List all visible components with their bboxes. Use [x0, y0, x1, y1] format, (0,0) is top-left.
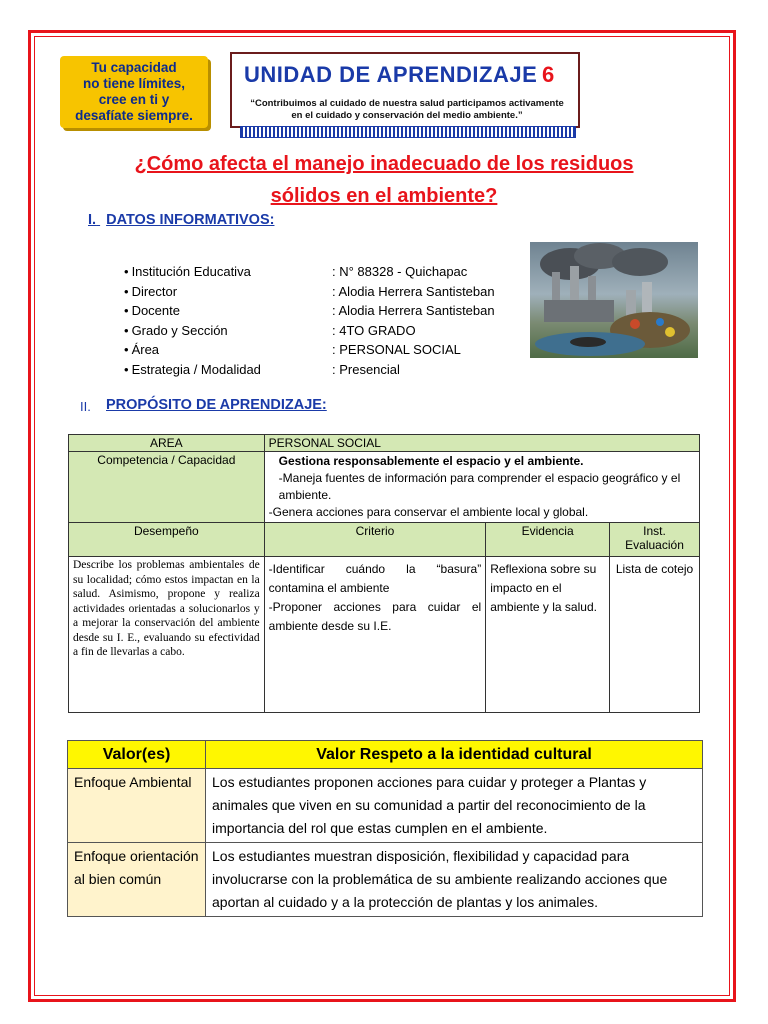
col-inst: Inst. Evaluación [610, 523, 700, 557]
enfoque-text: Los estudiantes muestran disposición, flexibilidad y capacidad para involucrarse con la problemática de su ambiente realizando acciones que aportan al cuidado y a la protección de plantas y los animales. [206, 843, 703, 917]
section-number: I. [88, 212, 97, 228]
banner-stripe [240, 126, 576, 138]
info-value: : Alodia Herrera Santisteban [332, 283, 495, 299]
col-criterio: Criterio [264, 523, 486, 557]
section-number: II. [80, 399, 91, 414]
competencia-line: -Genera acciones para conservar el ambiente local y global. [268, 505, 589, 519]
purpose-table [68, 434, 700, 713]
pollution-illustration [530, 242, 698, 358]
area-value: PERSONAL SOCIAL [264, 435, 699, 452]
motto-line: no tiene límites, [82, 76, 186, 91]
competencia-label: Competencia / Capacidad [69, 452, 265, 523]
motto-line: desafíate siempre. [75, 108, 193, 123]
pollution-scene-icon [530, 242, 698, 358]
competencia-line: -Maneja fuentes de información para comprender el espacio geográfico y el ambiente. [278, 471, 681, 502]
main-title-line: sólidos en el ambiente? [270, 185, 498, 207]
section-title: PROPÓSITO DE APRENDIZAJE: [106, 397, 327, 413]
motto-line: cree en ti y [98, 92, 170, 107]
table-row [69, 557, 700, 713]
table-row [69, 435, 700, 452]
enfoque-label: Enfoque orientación al bien común [68, 843, 206, 917]
motto-line: Tu capacidad [91, 60, 177, 75]
info-label: • Institución Educativa [124, 262, 251, 282]
enfoque-label: Enfoque Ambiental [68, 769, 206, 843]
criterio-cell [264, 557, 486, 713]
info-value: : 4TO GRADO [332, 322, 416, 338]
unit-number: 6 [542, 62, 555, 87]
info-label: • Estrategia / Modalidad [124, 360, 261, 380]
info-value: : N° 88328 - Quichapac [332, 264, 468, 279]
desempeno-cell: Describe los problemas ambientales de su localidad; cómo estos impactan en la salud. Asimismo, propone y realiza actividades orientadas a solucionarlos y a mejorar la conservación del ambiente desde su I. E., evaluando su efectividad a fin de llevarlas a cabo. [69, 557, 265, 713]
info-value: : PERSONAL SOCIAL [332, 342, 461, 357]
values-head-right: Valor Respeto a la identidad cultural [206, 741, 703, 769]
info-label: • Área [124, 340, 159, 360]
competencia-title: Gestiona responsablemente el espacio y el ambiente. [278, 454, 584, 468]
values-table [67, 740, 703, 917]
unit-quote: “Contribuimos al cuidado de nuestra salud participamos activamente en el cuidado y conservación del medio ambiente.” [250, 98, 564, 121]
unit-title: UNIDAD DE APRENDIZAJE [244, 62, 538, 87]
section-title: DATOS INFORMATIVOS: [106, 212, 275, 228]
evidencia-cell: Reflexiona sobre su impacto en el ambiente y la salud. [486, 557, 610, 713]
motto-badge [60, 56, 208, 128]
table-row [69, 523, 700, 557]
unit-banner [230, 52, 580, 128]
main-title-line: ¿Cómo afecta el manejo inadecuado de los residuos [134, 153, 634, 175]
section-heading-datos [88, 212, 274, 228]
criterio-item: -Identificar cuándo la “basura” contamina el ambiente [268, 562, 482, 595]
info-label: • Grado y Sección [124, 321, 228, 341]
info-value: : Alodia Herrera Santisteban [332, 303, 495, 318]
instrumento-cell: Lista de cotejo [610, 557, 700, 713]
table-row [68, 843, 703, 917]
enfoque-text: Los estudiantes proponen acciones para cuidar y proteger a Plantas y animales que viven en su comunidad a partir del reconocimiento de la importancia del rol que estas cumplen en el ambiente. [206, 769, 703, 843]
area-label: AREA [69, 435, 265, 452]
values-head-left: Valor(es) [68, 741, 206, 769]
main-title [60, 148, 708, 212]
table-row [68, 769, 703, 843]
col-evidencia: Evidencia [486, 523, 610, 557]
criterio-item: -Proponer acciones para cuidar el ambiente desde su I.E. [268, 600, 482, 633]
table-row [69, 452, 700, 523]
info-label: • Docente [124, 301, 180, 321]
competencia-cell [264, 452, 699, 523]
info-label: • Director [124, 282, 177, 302]
col-desempeno: Desempeño [69, 523, 265, 557]
info-value: : Presencial [332, 361, 400, 377]
table-row [68, 741, 703, 769]
